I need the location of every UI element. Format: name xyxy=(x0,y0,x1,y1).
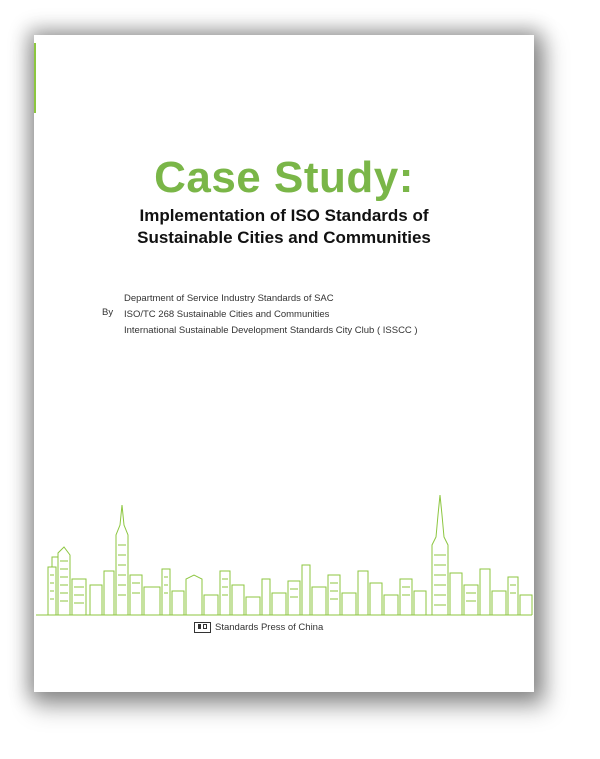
author-3: International Sustainable Development Standards City Club ( ISSCC ) xyxy=(124,325,418,336)
subtitle-line-2: Sustainable Cities and Communities xyxy=(137,228,431,247)
author-2: ISO/TC 268 Sustainable Cities and Communities xyxy=(124,309,330,320)
book-cover xyxy=(34,35,534,692)
subtitle-line-1: Implementation of ISO Standards of xyxy=(139,206,429,225)
author-1: Department of Service Industry Standards of SAC xyxy=(124,293,334,304)
by-label: By xyxy=(102,307,114,318)
cover-title: Case Study: xyxy=(154,153,414,202)
cover-subtitle xyxy=(34,205,534,249)
city-skyline-illustration xyxy=(34,475,534,625)
author-list xyxy=(124,291,418,339)
publisher-name: Standards Press of China xyxy=(215,622,324,633)
spine-accent xyxy=(34,43,36,113)
publisher-logo-icon xyxy=(194,622,211,633)
publisher xyxy=(194,622,323,633)
